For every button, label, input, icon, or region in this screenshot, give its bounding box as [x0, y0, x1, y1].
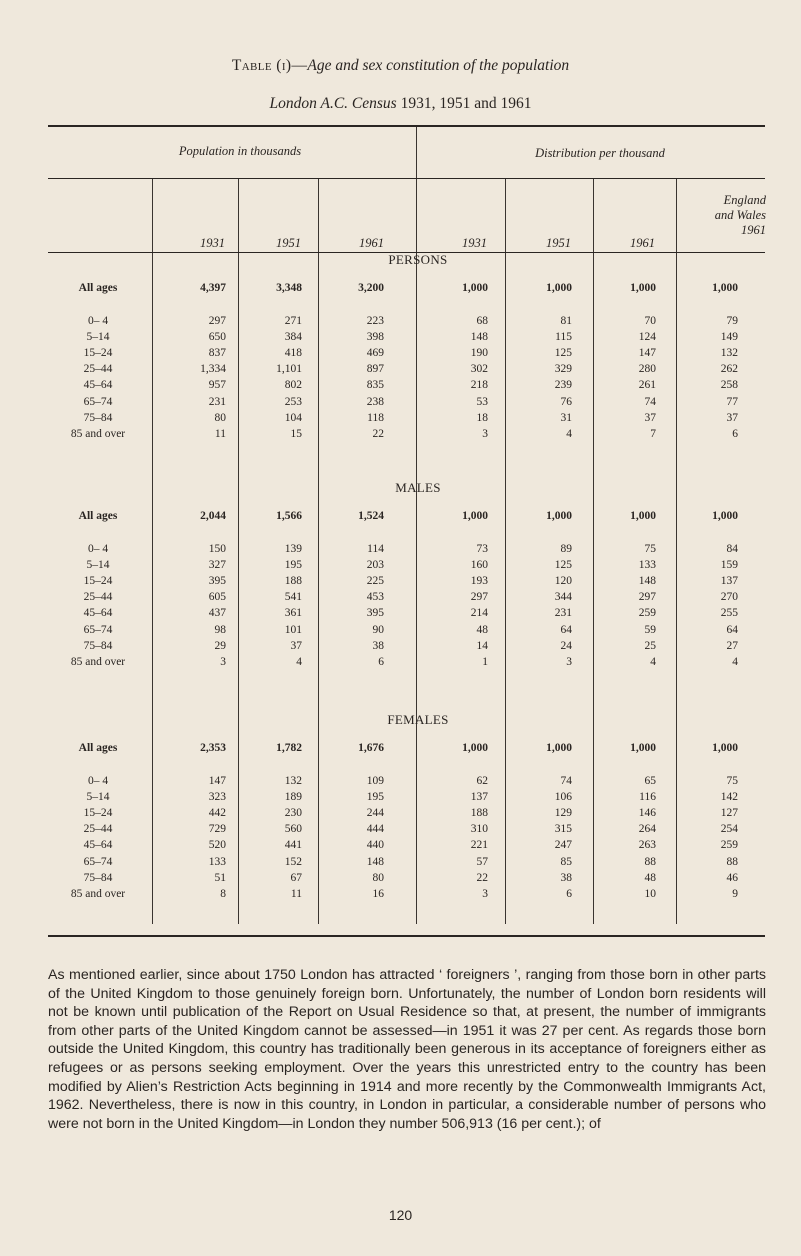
table-cell: 189	[284, 791, 302, 804]
table-cell: 520	[208, 839, 226, 852]
table-cell: 74	[644, 395, 656, 408]
table-row	[48, 624, 765, 640]
table-cell: 344	[554, 591, 572, 604]
table-row	[48, 856, 765, 872]
table-cell: 315	[554, 823, 572, 836]
table-row	[48, 428, 765, 444]
table-cell: 51	[214, 871, 226, 884]
table-cell: 118	[367, 411, 384, 424]
bottom-rule	[48, 935, 765, 937]
ew-line1: England	[723, 193, 766, 207]
table-cell: 77	[726, 395, 738, 408]
column-heading: 1931	[200, 236, 225, 250]
table-cell: 37	[290, 639, 302, 652]
table-row	[48, 607, 765, 623]
table-cell: 18	[476, 411, 488, 424]
row-label: 75–84	[83, 411, 113, 424]
table-cell: 149	[720, 331, 738, 344]
table-cell: 6	[732, 427, 738, 440]
table-cell: 104	[284, 411, 302, 424]
table-cell: 22	[476, 871, 488, 884]
table-cell: 29	[214, 639, 226, 652]
table-row	[48, 839, 765, 855]
table-cell: 109	[366, 775, 384, 787]
table-row	[48, 656, 765, 672]
row-label: 15–24	[83, 347, 113, 360]
table-cell: 280	[638, 363, 656, 376]
table-cell: 65	[644, 775, 656, 787]
table-cell: 85	[560, 855, 572, 868]
row-label: 5–14	[86, 331, 110, 344]
column-heading: 1951	[276, 236, 301, 250]
table-cell: 129	[554, 807, 572, 820]
table-cell: 62	[476, 775, 488, 787]
table-row	[48, 888, 765, 904]
section-title: MALES	[395, 480, 441, 495]
table-cell: 124	[638, 331, 656, 344]
row-label: All ages	[78, 510, 118, 522]
top-rule	[48, 125, 765, 127]
table-cell: 323	[208, 791, 226, 804]
table-cell: 223	[366, 315, 384, 327]
table-cell: 238	[366, 395, 384, 408]
table-cell: 31	[560, 411, 572, 424]
table-cell: 225	[366, 575, 384, 588]
table-row-total	[48, 742, 765, 758]
subtitle-years: 1931, 1951 and 1961	[396, 95, 532, 112]
table-cell: 7	[650, 427, 656, 440]
table-cell: 221	[470, 839, 488, 852]
table-cell: 11	[214, 427, 226, 440]
row-label: 65–74	[83, 395, 113, 408]
table-cell: 3	[482, 887, 488, 900]
table-cell: 441	[284, 839, 302, 852]
row-label: 25–44	[83, 363, 113, 376]
table-cell: 440	[366, 839, 384, 852]
table-cell: 115	[555, 331, 572, 344]
table-row	[48, 559, 765, 575]
table-cell: 64	[726, 623, 738, 636]
table-cell: 11	[290, 887, 302, 900]
table-cell: 1,101	[276, 363, 302, 376]
table-cell: 88	[726, 855, 738, 868]
table-title-prefix: Table (i)—	[231, 57, 308, 74]
table-cell: 1,000	[712, 282, 738, 294]
table-cell: 297	[208, 315, 226, 327]
row-label: 65–74	[83, 623, 113, 636]
table-cell: 195	[366, 791, 384, 804]
table-cell: 259	[638, 607, 656, 620]
table-cell: 835	[366, 379, 384, 392]
table-cell: 254	[720, 823, 738, 836]
table-row	[48, 823, 765, 839]
table-cell: 80	[214, 411, 226, 424]
table-cell: 22	[372, 427, 384, 440]
table-cell: 1,000	[546, 282, 572, 294]
table-cell: 89	[560, 543, 572, 555]
table-cell: 114	[367, 543, 384, 555]
table-cell: 48	[476, 623, 488, 636]
row-label: 15–24	[83, 807, 113, 820]
table-cell: 1,000	[462, 742, 488, 754]
row-label: 45–64	[83, 379, 113, 392]
table-cell: 142	[720, 791, 738, 804]
table-cell: 253	[284, 395, 302, 408]
table-cell: 261	[638, 379, 656, 392]
table-row-total	[48, 510, 765, 526]
table-cell: 239	[554, 379, 572, 392]
row-label: 25–44	[83, 591, 113, 604]
row-label: All ages	[78, 742, 118, 754]
table-cell: 25	[644, 639, 656, 652]
table-cell: 137	[470, 791, 488, 804]
table-row	[48, 412, 765, 428]
subtitle-source: London A.C. Census	[269, 95, 397, 112]
table-cell: 231	[208, 395, 226, 408]
table-row	[48, 575, 765, 591]
table-row	[48, 591, 765, 607]
table-cell: 106	[554, 791, 572, 804]
table-cell: 137	[720, 575, 738, 588]
table-cell: 469	[366, 347, 384, 360]
table-cell: 263	[638, 839, 656, 852]
table-cell: 395	[208, 575, 226, 588]
row-label: 75–84	[83, 871, 113, 884]
table-cell: 125	[554, 559, 572, 572]
table-row	[48, 543, 765, 559]
table-cell: 133	[638, 559, 656, 572]
table-row-total	[48, 282, 765, 298]
table-cell: 188	[470, 807, 488, 820]
table-cell: 444	[366, 823, 384, 836]
column-heading: 1951	[546, 236, 571, 250]
table-row	[48, 331, 765, 347]
ew-line3: 1961	[741, 223, 766, 237]
table-cell: 3,348	[276, 282, 302, 294]
row-label: 45–64	[83, 839, 113, 852]
section-title: PERSONS	[388, 252, 448, 267]
table-cell: 1,000	[546, 742, 572, 754]
table-cell: 3	[220, 655, 226, 668]
row-label: 85 and over	[70, 427, 126, 440]
table-cell: 190	[470, 347, 488, 360]
table-cell: 46	[726, 871, 738, 884]
table-row	[48, 791, 765, 807]
table-cell: 605	[208, 591, 226, 604]
table-cell: 4,397	[200, 282, 226, 294]
table-cell: 148	[470, 331, 488, 344]
row-label: All ages	[78, 282, 118, 294]
table-cell: 218	[470, 379, 488, 392]
table-cell: 27	[726, 639, 738, 652]
group-rule	[48, 178, 765, 179]
table-cell: 271	[284, 315, 302, 327]
table-cell: 3,200	[358, 282, 384, 294]
table-cell: 418	[284, 347, 302, 360]
table-cell: 297	[470, 591, 488, 604]
table-cell: 230	[284, 807, 302, 820]
table-cell: 3	[482, 427, 488, 440]
table-row	[48, 363, 765, 379]
table-cell: 270	[720, 591, 738, 604]
table-row	[48, 872, 765, 888]
body-paragraph: As mentioned earlier, since about 1750 London has attracted ‘ foreigners ’, ranging from those born in other parts of the United Kingdom to those genuinely foreign born. Unfortunately, the number of London born residents will not be known until publication of the Report on Usual Residence so that, at present, the number of immigrants from other parts of the United Kingdom cannot be assessed—in 1951 it was 27 per cent. As regards those born outside the United Kingdom, this country has traditionally been generous in its acceptance of foreigners either as refugees or as persons seeking employment. Over the years this unrestricted entry to the country has been modified by Alien’s Restriction Acts beginning in 1914 and more recently by the Commonwealth Immigrants Act, 1962. Nevertheless, there is now in this country, in London in particular, a considerable number of persons who were not born in the United Kingdom—in London they number 506,913 (16 per cent.); of	[48, 967, 766, 1132]
ew-line2: and Wales	[714, 208, 766, 222]
table-cell: 76	[560, 395, 572, 408]
table-cell: 84	[726, 543, 738, 555]
table-cell: 67	[290, 871, 302, 884]
table-cell: 132	[284, 775, 302, 787]
table-cell: 437	[208, 607, 226, 620]
row-label: 85 and over	[70, 655, 126, 668]
table-cell: 148	[638, 575, 656, 588]
table-cell: 148	[366, 855, 384, 868]
row-label: 85 and over	[70, 887, 126, 900]
table-cell: 90	[372, 623, 384, 636]
table-cell: 127	[720, 807, 738, 820]
table-cell: 1,000	[712, 742, 738, 754]
table-cell: 395	[366, 607, 384, 620]
table-cell: 258	[720, 379, 738, 392]
column-heading: 1961	[630, 236, 655, 250]
table-cell: 1,000	[630, 282, 656, 294]
table-cell: 59	[644, 623, 656, 636]
table-cell: 247	[554, 839, 572, 852]
table-cell: 14	[476, 639, 488, 652]
table-row	[48, 379, 765, 395]
table-cell: 133	[208, 855, 226, 868]
table-cell: 24	[560, 639, 572, 652]
table-cell: 302	[470, 363, 488, 376]
table-cell: 1,676	[358, 742, 384, 754]
table-cell: 150	[208, 543, 226, 555]
table-cell: 159	[720, 559, 738, 572]
row-label: 45–64	[83, 607, 113, 620]
table-cell: 2,044	[200, 510, 226, 522]
table-cell: 1,000	[462, 510, 488, 522]
table-cell: 264	[638, 823, 656, 836]
table-cell: 4	[732, 655, 738, 668]
table-cell: 64	[560, 623, 572, 636]
table-cell: 3	[566, 655, 572, 668]
table-cell: 139	[284, 543, 302, 555]
table-cell: 73	[476, 543, 488, 555]
table-cell: 98	[214, 623, 226, 636]
table-cell: 147	[208, 775, 226, 787]
table-cell: 6	[378, 655, 384, 668]
table-cell: 193	[470, 575, 488, 588]
table-cell: 1,000	[630, 742, 656, 754]
table-cell: 560	[284, 823, 302, 836]
table-cell: 398	[366, 331, 384, 344]
table-cell: 310	[470, 823, 488, 836]
table-cell: 152	[284, 855, 302, 868]
table-cell: 15	[290, 427, 302, 440]
table-cell: 53	[476, 395, 488, 408]
table-cell: 327	[208, 559, 226, 572]
table-cell: 361	[284, 607, 302, 620]
table-cell: 297	[638, 591, 656, 604]
table-cell: 147	[638, 347, 656, 360]
table-cell: 37	[726, 411, 738, 424]
column-heading-england-wales	[676, 193, 766, 238]
table-cell: 442	[208, 807, 226, 820]
table-cell: 4	[650, 655, 656, 668]
table-cell: 4	[566, 427, 572, 440]
table-cell: 244	[366, 807, 384, 820]
column-heading: 1961	[359, 236, 384, 250]
table-cell: 68	[476, 315, 488, 327]
table-cell: 1,782	[276, 742, 302, 754]
table-cell: 259	[720, 839, 738, 852]
table-cell: 957	[208, 379, 226, 392]
table-cell: 125	[554, 347, 572, 360]
table-cell: 188	[284, 575, 302, 588]
table-cell: 79	[726, 315, 738, 327]
table-cell: 1,000	[712, 510, 738, 522]
table-cell: 120	[554, 575, 572, 588]
table-cell: 6	[566, 887, 572, 900]
table-cell: 80	[372, 871, 384, 884]
section-title: FEMALES	[387, 712, 449, 727]
table-cell: 10	[644, 887, 656, 900]
row-label: 5–14	[86, 559, 110, 572]
table-title-text: Age and sex constitution of the population	[307, 57, 570, 74]
table-cell: 897	[366, 363, 384, 376]
table-row	[48, 347, 765, 363]
table-cell: 2,353	[200, 742, 226, 754]
table-cell: 1,000	[630, 510, 656, 522]
table-cell: 146	[638, 807, 656, 820]
table-cell: 57	[476, 855, 488, 868]
table-cell: 1,334	[200, 363, 226, 376]
table-cell: 231	[554, 607, 572, 620]
table-cell: 255	[720, 607, 738, 620]
table-cell: 116	[639, 791, 656, 804]
table-cell: 4	[296, 655, 302, 668]
table-cell: 837	[208, 347, 226, 360]
table-cell: 16	[372, 887, 384, 900]
group-heading-population: Population in thousands	[178, 144, 302, 158]
table-cell: 81	[560, 315, 572, 327]
table-cell: 38	[560, 871, 572, 884]
table-cell: 70	[644, 315, 656, 327]
table-cell: 8	[220, 887, 226, 900]
table-cell: 802	[284, 379, 302, 392]
row-label: 0– 4	[87, 543, 109, 555]
table-cell: 329	[554, 363, 572, 376]
table-title	[0, 57, 801, 75]
table-row	[48, 807, 765, 823]
table-row	[48, 640, 765, 656]
row-label: 0– 4	[87, 315, 109, 327]
table-row	[48, 315, 765, 331]
table-cell: 384	[284, 331, 302, 344]
table-cell: 101	[284, 623, 302, 636]
row-label: 5–14	[86, 791, 110, 804]
group-heading-distribution: Distribution per thousand	[535, 146, 665, 160]
row-label: 65–74	[83, 855, 113, 868]
table-cell: 195	[284, 559, 302, 572]
row-label: 0– 4	[87, 775, 109, 787]
table-cell: 650	[208, 331, 226, 344]
page-number: 120	[388, 1207, 413, 1223]
table-cell: 1,524	[358, 510, 384, 522]
table-cell: 1,566	[276, 510, 302, 522]
table-cell: 38	[372, 639, 384, 652]
table-row	[48, 775, 765, 791]
table-cell: 453	[366, 591, 384, 604]
table-cell: 262	[720, 363, 738, 376]
table-cell: 74	[560, 775, 572, 787]
table-cell: 75	[644, 543, 656, 555]
table-subtitle	[0, 95, 801, 113]
table-cell: 729	[208, 823, 226, 836]
row-label: 75–84	[83, 639, 113, 652]
table-cell: 75	[726, 775, 738, 787]
table-row	[48, 396, 765, 412]
table-cell: 88	[644, 855, 656, 868]
table-cell: 37	[644, 411, 656, 424]
table-cell: 1	[482, 655, 488, 668]
table-cell: 132	[720, 347, 738, 360]
table-cell: 203	[366, 559, 384, 572]
table-cell: 1,000	[546, 510, 572, 522]
table-cell: 160	[470, 559, 488, 572]
row-label: 15–24	[83, 575, 113, 588]
table-cell: 214	[470, 607, 488, 620]
column-heading: 1931	[462, 236, 487, 250]
row-label: 25–44	[83, 823, 113, 836]
table-cell: 9	[732, 887, 738, 900]
table-cell: 541	[284, 591, 302, 604]
table-cell: 48	[644, 871, 656, 884]
table-cell: 1,000	[462, 282, 488, 294]
